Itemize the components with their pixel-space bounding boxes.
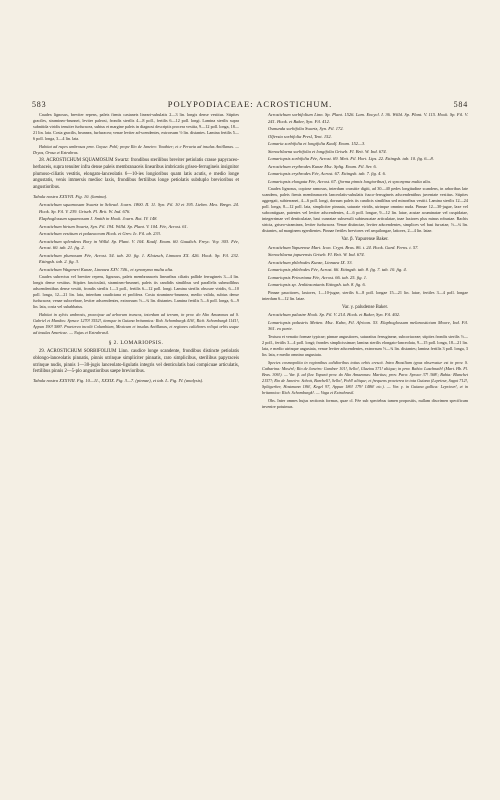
distribution-paragraph: Species cosmopolita in regionibus calidioribus totius orbis crescit. Intra Brasiliam typus observatur est in prov. S. Catharina: Mosén!; Rio de Janeiro: Gardner 101!, Sello!, Glaziou 371! aliique; in prov. Bahia: Luschnath! (Mart. Hb. Fl. Bras. 306!). — Var. β. ad fluv. Yapurá prov. do Alto Amazonas: Martius; prov. Para: Spruce 37! 368!; Bahia: Blanchet 2157!; Rio de Janeiro: Schott, Burchell!, Sello!, Pohl! aliique; et frequens praeterea in tota Guiana (Leprieur, Sagot 712!, Splitgerber, Hostmann 186!, Kegel 97, Appun 186! 179! 1486! etc.). — Var. γ. in Guiana gallica: Leprieur!, et in britannica: Rich. Schomburgk!. — Vaga et Extrabrasil. xyxy=(262,359,468,395)
synonym-citation: Acrostichum splendens Bory in Willd. Sp. Plant. V. 104. Kaulf. Enum. 60. Gaudich. Freyc. Voy. 303. Fée, Acrost. 60. tab. 21. fig. 2. xyxy=(39,238,239,251)
synonym-citation: Elaphoglossum squamosum J. Smith in Hook. Journ. Bot. IV. 148. xyxy=(39,216,158,222)
description-paragraph: Caudex lignosus, copiose ramosus, interdum crassitie digiti, ad 30—40 pedes longitudine scandens, in arboribus late scandens, paleis firmis membranaceis lanceolatis-subulatis fusco-ferrugineis adscendentibus juventate vestitus. Stipites aggregati, subterranei, 4—6 poll. longi, dorsum paleis iis candicis similibus sed minoribus vestiti. Lamina sterilis 12—24 poll. longa, 8—12 poll. lata, simpliciter pinnata, saturate viridis, utrinque omnino nuda. Pinnae 12—30-jugae, laxe vel subcontiguae, patentes vel leviter adscendentes, 4—6 poll. longae, 9—12 lin. latae, acutae acuminatae vel cuspidatae, integerrimae vel denticulatae, basi cuneatae subsessili subtruncatae articulatae, inae laxiores plus minus robustae. Rachis stricta, griseo-straminea, leviter furfuracea. Venae distinctae, leviter adscendentes, simplices vel basi furcatae, ½—¾ lin. distantes, ad marginem egredientes. Pinnae fertiles breviores vel aequilongae, latiores, 2—4 lin. latae. xyxy=(262,186,468,233)
synonym-citation: Lomariopsis Prieuriana Fée, Acrost. 66. tab. 25. fig. 1. xyxy=(268,274,368,280)
section-heading: § 2. LOMARIOPSIS. xyxy=(108,340,164,347)
synonym-citation: Osmunda sorbifolia Swartz, Syn. Fil. 172. xyxy=(268,126,344,131)
synonym-citation: Acrostichum erythrodes Kunze Msc. Spltg. Enum. Fil. Ser. 6. xyxy=(268,163,377,169)
synonym-citation: Lomariopsis elongata Fée, Acrost. 67. (forma pinnis longioribus), et synonyma multa alia. xyxy=(268,178,431,184)
plate-reference: Tabula nostra XXXVII. Fig. 10. (lamina). xyxy=(33,193,108,199)
synonym-citation: Stenochlaena sorbifolia et longifolia Griseb. Fl. Brit. W. Ind. 674. xyxy=(268,148,387,154)
description-paragraph: Caudex lignosus, breviter repens, paleis firmis castaneis lineari-subulatis 2—3 lin. longis dense vestitus. Stipites graciles, stramineo-brunnei, leviter paleosi, frondis sterilis 4—8 poll., fertilis 6—12 poll. longi. Lamina sterilis supra subnitida viridis tenuiter furfuracea, subtus et margine paleis in diagnosi descriptis procera vestita, 9—12 poll. longa, 18—21 lin. lata. Costa gracilis, brunnea, furfuracea; venae leviter ad-scendentes, extrorsum ½ lin. distantes. Lamina fertilis 5—6 poll. longa, 3—4 lin. lata. xyxy=(33,112,239,141)
left-column xyxy=(33,112,239,712)
habitat-paragraph: Habitat ad rupes umbrosas prov. Goyaz: Pohl; prope Rio de Janeiro: Vauthier; et e Peruvia ad insulas Antillanas. — Dryas, Orosa et Extrabras. xyxy=(33,144,239,155)
right-page-number: 584 xyxy=(453,100,468,109)
synonym-citation: Olfersia sorbifolia Presl, Tent. 152. xyxy=(268,133,332,139)
synonym-citation: Acrostichum hirtum Swartz, Syn. Fil. 194. Willd. Sp. Plant. V. 104. Fée, Acrost. 61. xyxy=(39,223,188,229)
synonym-citation: Acrostichum Wageneri Kunze, Linnaea XXV. 746., et synonyma multa alia. xyxy=(39,266,174,272)
left-page-number: 583 xyxy=(32,100,47,109)
running-head xyxy=(32,99,468,109)
description-paragraph: Caudex subrectus vel breviter repens, lignosus, paleis membranaceis linearibus ciliatis pallide ferrugineis 3—4 lin. longis dense vestitus. Stipites fasciculati, stramineo-brunnei, paleis iis candidis similibus sed parallelis submollibus adscendentibus dense vestiti, frondis sterilis 1—3 poll., fertilis 6—12 poll. longi. Lamina sterilis obscure viridis, 6—10 poll. longa, 12—21 lin. lata, interdum caudiciana et prolifera. Costa stramineo-brunnea, medio valida, subtus dense furfuracea; venae subcrebrae, leviter adscendentes, extrorsum ½—¾ lin. distantes. Lamina fertilis 5—6 poll. longa, 6—9 lin. lata, costa vel subabbatus. xyxy=(33,274,239,310)
synonym-citation: Acrostichum phlebodes Kunze, Linnaea IX. 33. xyxy=(268,259,353,265)
variety-heading: Var. γ. paludense Baker. xyxy=(341,304,389,310)
synonym-citation: Lomariopsis palustris Metten. Msc. Kuhn, Fil. African. 53. Elaphoglossum melanostictum Moore, Ind. Fil. 361. ex parte. xyxy=(268,319,468,331)
synonym-citation: Acrostichum squamosum Swartz in Schrad. Journ. 1800. II. 11. Syn. Fil. 10 et 195. Liebm. Mex. Bregn. 24. Hook. Sp. Fil. V. 239. Griseb. Fl. Brit. W. Ind. 676. xyxy=(39,202,239,214)
synonym-citation: Acrostichum vestitum et palaeaceum Hook. et Grev. Ic. Fil. ab. 233. xyxy=(39,231,162,237)
description-paragraph: Pinnae paucitores, laxiores, 1—10-jugae, sterilis 6—8 poll. longae 15—21 lin. latae, fertiles 3—4 poll. longae interdum 6—12 lin. latae. xyxy=(262,289,468,301)
synonym-citation: Lomariopsis phlebodes Fée, Acrost. 66. Ettingsh. tab. 8. fig. 7. tab. 10. fig. 4. xyxy=(268,267,407,272)
synonym-citation: Acrostichum plumosum Fée, Acrost. 54. tab. 20. fig. 1. Klotzsch, Linnaea XX. 426. Hook. Sp. Fil. 232. Ettingsh. tab. 2. fig. 3. xyxy=(39,252,239,265)
observation-paragraph: Obs. Inter omnes hujus sectionis formas, quae cl. Fée sub speciebus tamen propositis, nullam discrimen specificum invenire potuimus. xyxy=(262,397,468,409)
synonym-citation: Lomariopsis sorbifolia Fée, Acrost. 69. Mett. Fil. Hort. Lips. 22. Ettingsh. tab. 10. fig. 6—8. xyxy=(268,156,434,161)
description-paragraph: Textura et venatio formae typicae; pinnae angustiores, saturatius ferrugineae, subcoriaceae; stipites frondis sterilis ½—2 poll., fertilis 3—4 poll. longi; frondes simplicissimae; lamina sterilis elongato-lanceolata, 9—15 poll. longa, 18—21 lin. lata, e medio utrinque angustata, venae leviter adscendentes, extrorsum ½—¾ lin. distantes; lamina fertilis 3 poll. longa, 3 lin. lata, e medio omnino angustata. xyxy=(262,333,468,357)
species-diagnosis: 29. ACROSTICHUM SORBIFOLIUM Linn. caudice longe scandente, frondibus distincte petiolatis oblongo-lanceolatis pinnatis, pinnis utrinque simpliciter pinnatis, raro simplicibus, sterilibus papyraceis utrinque nudis, pinnis 1—30-jugis lanceolato-ligulatis integris vel denticulatis basi compicuae articulatis, fertilibus pinnis 2—5-plo angustioribus saepe brevioribus. xyxy=(33,348,239,375)
synonym-citation: Acrostichum sorbifolium Linn. Sp. Plant. 1526. Lam. Encycl. I. 36. Willd. Sp. Plant. V. 115. Hook. Sp. Fil. V. 241. Hook. et Baker, Syn. Fil. 412. xyxy=(268,112,468,124)
synonym-citation: Lomaria sorbifolia et longifolia Kaulf. Enum. 152—3. xyxy=(268,141,366,146)
synonym-citation: Acrostichum Yapurense Mart. Icon. Crypt. Bras. 86. t. 24. Hook. Gard. Ferns. t. 57. xyxy=(268,244,419,250)
running-title: POLYPODIACEAE: ACROSTICHUM. xyxy=(167,99,333,109)
synonym-citation: Stenochlaena japurensis Griseb. Fl. Brit. W. Ind. 674. xyxy=(268,252,365,257)
plate-reference: Tabula nostra XXXVIII. Fig. 10—11., XXXIX. Fig. 3—7. (pinnae), et tab. L. Fig. IV. (analysis). xyxy=(33,378,204,384)
synonym-citation: Acrostichum palustre Hook. Sp. Fil. V. 214. Hook. et Baker, Syn. Fil. 402. xyxy=(268,312,401,317)
habitat-paragraph: Habitat in sylvis umbrosis, praecipue ad arborum truncos, interdum ad terram, in prov. do Alto Amazonas ad S. Gabriel et Manãos: Spruce 1270! 3552!, itemque in Guiana britannica: Rob. Schomburgk 416!, Rich. Schomburgk 1141!, Appun 190! 588!. Praeterea incolit Columbiam, Mexicum et insulas Antillanas, et regiones calidiores reliqui orbis usque ad insulas Americae. — Nujas et Extrabrasil. xyxy=(33,312,239,336)
variety-heading: Var. β. Yapurense Baker. xyxy=(341,237,389,242)
synonym-citation: Lomariopsis sp. Jenkinsonianis Ettingsh. tab. 8. fig. 6. xyxy=(268,282,366,287)
right-column xyxy=(262,112,468,712)
species-diagnosis: 28. ACROSTICHUM SQUAMOSUM Swartz: frondibus sterilibus breviter petiolatis crasse papyraceo-herbaceis, supra tenuiter infra dense paleis membranaceis linearibus imbricatis griseo-ferrugineis insignitor plumoso-ciliatis vestitis, elongato-lanceolatis 6—10-ies longioribus quam latis acutis, e medio longe angustatis, venis immersis medioc laxis, frondibus fertilibus longe petiolatis subduplo brevioribus et angustioribus. xyxy=(33,158,239,191)
synonym-citation: Lomariopsis erythrodes Fée, Acrost. 67. Ettingsh. tab. 7. fig. 4. 6. xyxy=(268,171,386,176)
